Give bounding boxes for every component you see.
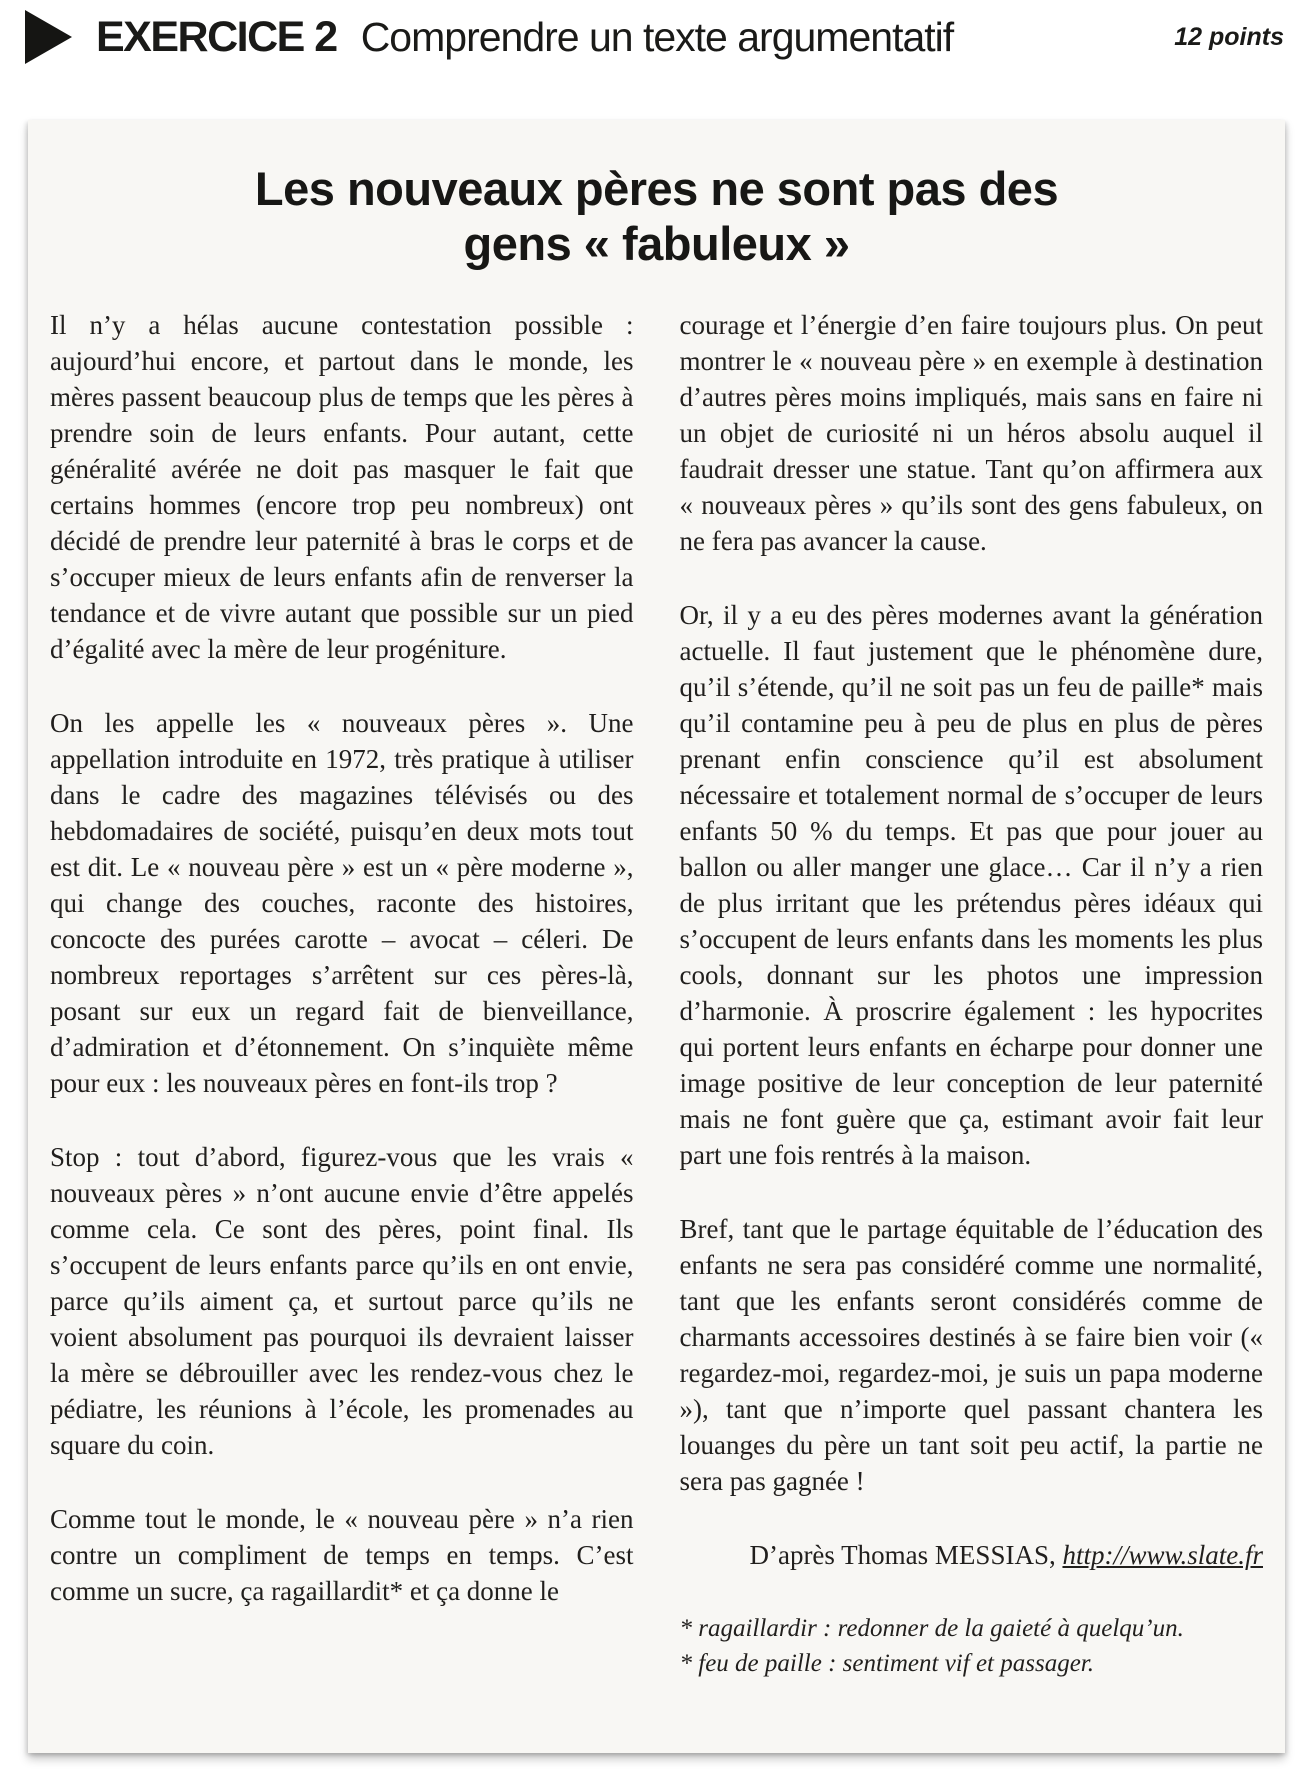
exercise-header xyxy=(0,0,1302,64)
triangle-bullet-icon xyxy=(25,10,72,64)
paragraph-1: Il n’y a hélas aucune contestation possible : aujourd’hui encore, et partout dans le monde, les mères passent beaucoup plus de temps que les pères à prendre soin de leurs enfants. Pour autant, cette généralité avérée ne doit pas masquer le fait que certains hommes (encore trop peu nombreux) ont décidé de prendre leur paternité à bras le corps et de s’occuper mieux de leurs enfants afin de renverser la tendance et de vivre autant que possible sur un pied d’égalité avec la mère de leur progéniture. xyxy=(50,310,634,665)
article-title-line-2: gens « fabuleux » xyxy=(463,216,850,270)
exercise-points-badge: 12 points xyxy=(1174,22,1284,51)
article-column-left xyxy=(50,307,634,1681)
footnote-1: * ragaillardir : redonner de la gaieté à quelqu’un. xyxy=(679,1615,1184,1643)
article-card xyxy=(28,120,1285,1753)
paragraph-5: Or, il y a eu des pères modernes avant la génération actuelle. Il faut justement que le phénomène dure, qu’il s’étende, qu’il ne soit pas un feu de paille* mais qu’il contamine peu à peu de plus en plus de pères prenant enfin conscience qu’il est absolument nécessaire et totalement normal de s’occuper de leurs enfants 50 % du temps. Et pas que pour jouer au ballon ou aller manger une glace… Car il n’y a rien de plus irritant que les prétendus pères idéaux qui s’occupent de leurs enfants dans les moments les plus cools, donnant sur les photos une impression d’harmonie. À proscrire également : les hypocrites qui portent leurs enfants en écharpe pour donner une image positive de leur conception de leur paternité mais ne font guère que ça, estimant avoir fait leur part une fois rentrés à la maison. xyxy=(679,600,1263,1171)
attribution-line xyxy=(680,1537,1264,1573)
paragraph-4-continued: courage et l’énergie d’en faire toujours plus. On peut montrer le « nouveau père » en exemple à destination d’autres pères moins impliqués, mais sans en faire ni un objet de curiosité ni un héros absolu auquel il faudrait dresser une statue. Tant qu’on affirmera aux « nouveaux pères » qu’ils sont des gens fabuleux, on ne fera pas avancer la cause. xyxy=(679,310,1263,557)
article-title-line-1: Les nouveaux pères ne sont pas des xyxy=(254,162,1059,215)
footnote-2: * feu de paille : sentiment vif et passager. xyxy=(679,1650,1095,1678)
attribution-author: D’après Thomas MESSIAS, xyxy=(749,1540,1063,1571)
source-url: http://www.slate.fr xyxy=(1062,1540,1263,1571)
paragraph-6: Bref, tant que le partage équitable de l’éducation des enfants ne sera pas considéré comme une normalité, tant que les enfants seront considérés comme de charmants accessoires destinés à se faire bien voir (« regardez-moi, regardez-moi, je suis un papa moderne »), tant que n’importe quel passant chantera les louanges du père un tant soit peu actif, la partie ne sera pas gagnée ! xyxy=(679,1214,1263,1497)
exercise-subtitle: Comprendre un texte argumentatif xyxy=(360,13,954,60)
article-column-right xyxy=(680,307,1264,1681)
exercise-label: EXERCICE 2 xyxy=(96,12,337,61)
article-columns xyxy=(50,307,1263,1681)
paragraph-4-start: Comme tout le monde, le « nouveau père » n’a rien contre un compliment de temps en temps. C’est comme un sucre, ça ragaillardit* et ça donne le xyxy=(50,1504,634,1607)
article-title xyxy=(50,162,1263,271)
paragraph-3: Stop : tout d’abord, figurez-vous que les vrais « nouveaux pères » n’ont aucune envie d’être appelés comme cela. Ce sont des pères, point final. Ils s’occupent de leurs enfants parce qu’ils en ont envie, parce qu’ils aiment ça, et surtout parce qu’ils ne voient absolument pas pourquoi ils devraient laisser la mère se débrouiller avec les rendez-vous chez le pédiatre, les réunions à l’école, les promenades au square du coin. xyxy=(50,1142,634,1461)
paragraph-2: On les appelle les « nouveaux pères ». Une appellation introduite en 1972, très pratique à utiliser dans le cadre des magazines télévisés ou des hebdomadaires de société, puisqu’en deux mots tout est dit. Le « nouveau père » est un « père moderne », qui change des couches, raconte des histoires, concocte des purées carotte – avocat – céleri. De nombreux reportages s’arrêtent sur ces pères-là, posant sur eux un regard fait de bienveillance, d’admiration et d’étonnement. On s’inquiète même pour eux : les nouveaux pères en font-ils trop ? xyxy=(50,708,634,1099)
footnotes xyxy=(680,1611,1264,1681)
